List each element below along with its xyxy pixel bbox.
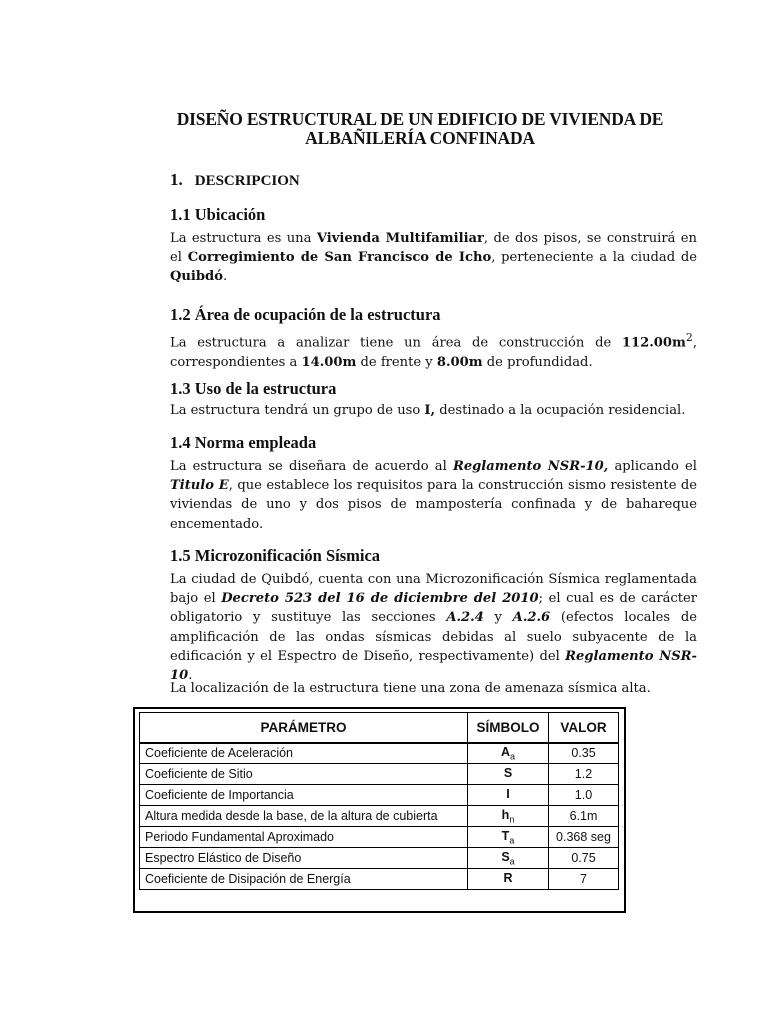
value-cell: 7 xyxy=(549,869,619,890)
document-title xyxy=(160,110,680,148)
text: La estructura se diseñara de acuerdo al xyxy=(170,459,453,474)
heading-microzonificacion: 1.5 Microzonificación Sísmica xyxy=(170,546,381,565)
paragraph-amenaza: La localización de la estructura tiene una zona de amenaza sísmica alta. xyxy=(170,681,651,696)
symbol-subscript: a xyxy=(509,835,515,846)
text: (efectos locales de amplificación de las ondas sísmicas debidas al suelo subyacente de la edificación y el Espectro de Diseño, respectivamente) del xyxy=(170,610,697,664)
table-row xyxy=(140,743,619,764)
param-cell: Coeficiente de Sitio xyxy=(140,764,468,785)
text: La estructura a analizar tiene un área de construcción de xyxy=(170,335,622,351)
symbol-subscript: a xyxy=(509,856,515,867)
header-parametro: PARÁMETRO xyxy=(140,713,468,743)
table-row xyxy=(140,785,619,806)
table-row xyxy=(140,869,619,890)
table-row xyxy=(140,806,619,827)
symbol: A xyxy=(500,745,510,759)
symbol: S xyxy=(501,849,510,864)
table-row xyxy=(140,848,619,869)
bold-italic-text: A.2.6 xyxy=(512,610,551,626)
paragraph-area xyxy=(170,328,697,372)
param-cell: Altura medida desde la base, de la altura de cubierta xyxy=(140,806,468,827)
text: destinado a la ocupación residencial. xyxy=(435,403,686,418)
bold-text: Vivienda Multifamiliar xyxy=(316,231,484,246)
parameters-table-frame xyxy=(133,707,626,913)
superscript: 2 xyxy=(685,331,693,344)
value-cell: 0.35 xyxy=(549,743,619,764)
text: ; el cual es de carácter obligatorio y sustituye las secciones xyxy=(170,591,697,626)
bold-text: Quibdó xyxy=(170,269,223,285)
symbol-cell xyxy=(468,827,549,848)
bold-italic-text: Titulo E xyxy=(170,478,229,494)
text: , de dos pisos, se construirá en el xyxy=(170,231,697,266)
symbol-subscript: n xyxy=(509,814,515,825)
symbol: T xyxy=(501,828,510,843)
section-label: DESCRIPCION xyxy=(194,173,300,189)
value-cell: 0.368 seg xyxy=(549,827,619,848)
paragraph-uso xyxy=(170,401,697,420)
symbol-cell xyxy=(468,743,549,764)
text: La ciudad de Quibdó, cuenta con una Microzonificación Sísmica reglamentada bajo el xyxy=(170,572,697,607)
text: , que establece los requisitos para la construcción sismo resistente de viviendas de uno y dos pisos de mampostería confinada y de bahareque encementado. xyxy=(170,478,697,532)
paragraph-ubicacion xyxy=(170,229,697,287)
symbol-cell xyxy=(468,764,549,785)
heading-norma: 1.4 Norma empleada xyxy=(170,433,317,452)
text: , correspondientes a xyxy=(170,335,697,370)
param-cell: Coeficiente de Aceleración xyxy=(140,743,468,764)
table-header-row xyxy=(140,713,619,743)
symbol-cell xyxy=(468,869,549,890)
symbol-cell xyxy=(468,848,549,869)
bold-text: 112.00m xyxy=(621,335,686,351)
header-valor: VALOR xyxy=(549,713,619,743)
text: La estructura es una xyxy=(170,231,317,246)
bold-text: I, xyxy=(424,403,436,418)
param-cell: Coeficiente de Importancia xyxy=(140,785,468,806)
heading-uso: 1.3 Uso de la estructura xyxy=(170,379,337,398)
header-simbolo: SÍMBOLO xyxy=(468,713,549,743)
text: . xyxy=(222,269,228,285)
heading-area: 1.2 Área de ocupación de la estructura xyxy=(170,305,441,324)
table-row xyxy=(140,827,619,848)
text: aplicando el xyxy=(608,459,697,474)
title-line-1: DISEÑO ESTRUCTURAL DE UN EDIFICIO DE VIVIENDA DE xyxy=(176,109,664,129)
text: . xyxy=(188,668,193,684)
heading-ubicacion: 1.1 Ubicación xyxy=(170,205,266,224)
parameters-table xyxy=(139,712,619,890)
param-cell: Coeficiente de Disipación de Energía xyxy=(140,869,468,890)
param-cell: Periodo Fundamental Aproximado xyxy=(140,827,468,848)
bold-text: 8.00m xyxy=(436,354,483,370)
title-line-2: ALBAÑILERÍA CONFINADA xyxy=(305,128,535,148)
value-cell: 1.0 xyxy=(549,785,619,806)
value-cell: 0.75 xyxy=(549,848,619,869)
text: y xyxy=(483,610,513,626)
param-cell: Espectro Elástico de Diseño xyxy=(140,848,468,869)
bold-italic-text: Reglamento NSR-10, xyxy=(452,459,609,474)
symbol: I xyxy=(506,786,510,801)
text: de frente y xyxy=(356,354,437,370)
text: , perteneciente a la ciudad de xyxy=(491,250,697,266)
bold-italic-text: A.2.4 xyxy=(446,610,484,626)
paragraph-microzonificacion xyxy=(170,570,697,685)
symbol: S xyxy=(503,765,513,780)
section-1-heading xyxy=(170,170,300,190)
bold-text: Corregimiento de San Francisco de Icho xyxy=(187,250,492,266)
table-row xyxy=(140,764,619,785)
symbol-cell xyxy=(468,785,549,806)
bold-text: 14.00m xyxy=(301,354,357,370)
symbol: h xyxy=(501,807,510,822)
value-cell: 6.1m xyxy=(549,806,619,827)
bold-italic-text: Reglamento NSR-10 xyxy=(170,648,697,684)
value-cell: 1.2 xyxy=(549,764,619,785)
symbol-cell xyxy=(468,806,549,827)
section-number: 1. xyxy=(170,170,183,189)
text: La estructura tendrá un grupo de uso xyxy=(170,403,425,418)
symbol-subscript: a xyxy=(510,751,516,762)
paragraph-norma xyxy=(170,457,697,534)
bold-italic-text: Decreto 523 del 16 de diciembre del 2010 xyxy=(221,591,539,607)
symbol: R xyxy=(503,870,513,885)
text: de profundidad. xyxy=(482,354,593,370)
